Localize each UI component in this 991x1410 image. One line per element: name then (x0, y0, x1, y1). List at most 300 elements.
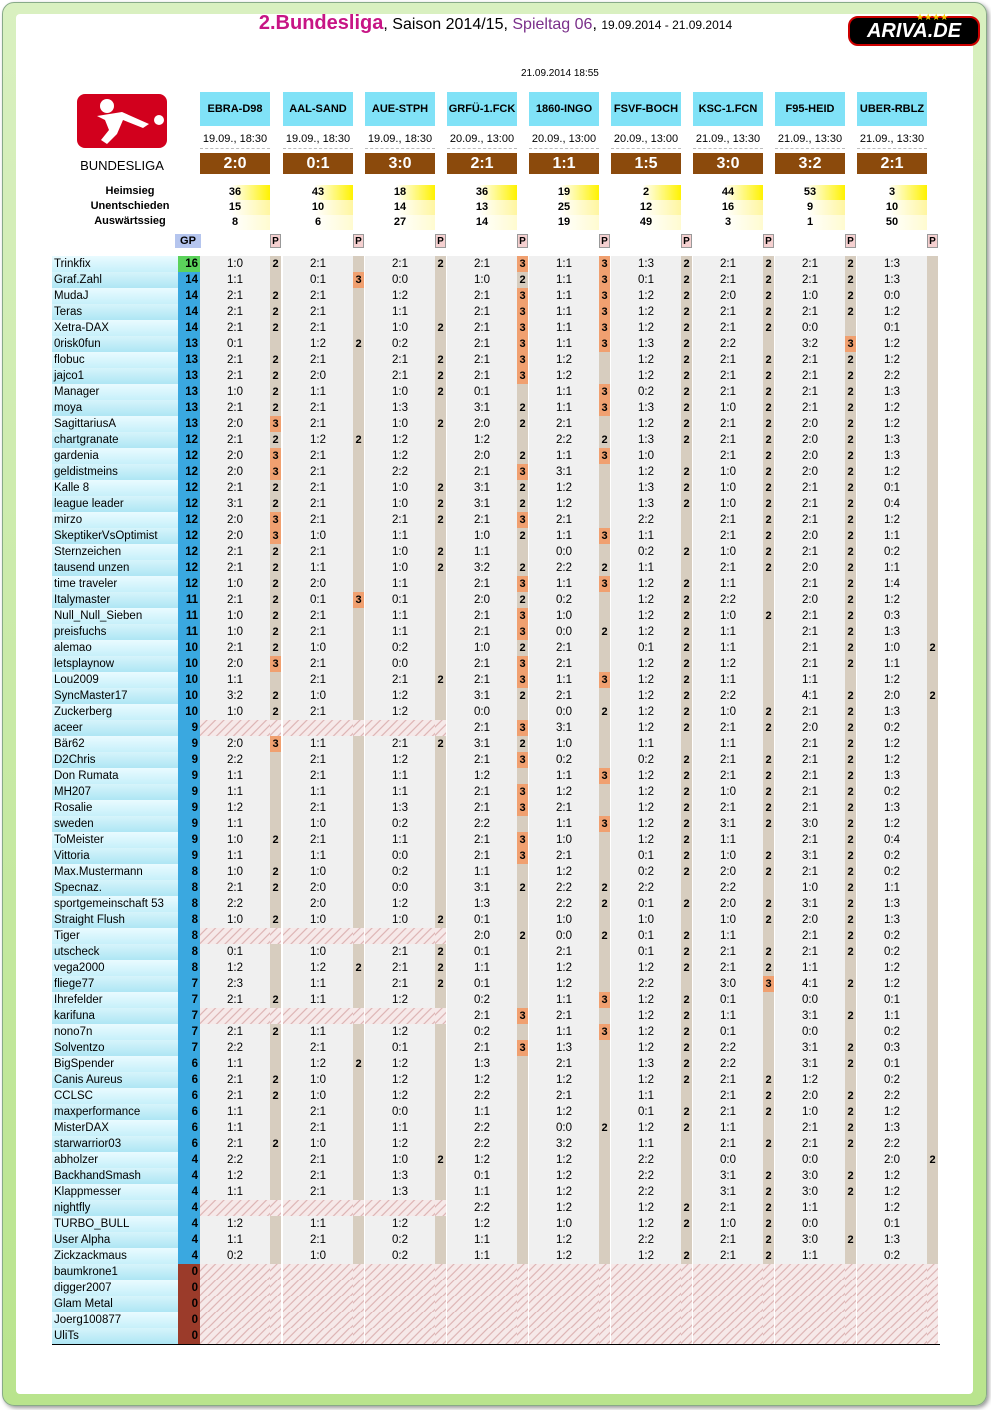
tip-cell: 2:1 (283, 1184, 353, 1200)
tip-points (763, 336, 774, 352)
tip-cell: 1:1 (857, 656, 927, 672)
tip-points: 2 (270, 1024, 281, 1040)
tip-cell: 2:1 (447, 368, 517, 384)
tip-points (927, 544, 938, 560)
tip-points: 2 (599, 624, 610, 640)
tip-cell: 2:1 (283, 448, 353, 464)
tip-cell: 1:1 (365, 608, 435, 624)
tip-cell: 2:1 (447, 656, 517, 672)
tip-points: 3 (270, 448, 281, 464)
tip-points (599, 512, 610, 528)
tip-cell: 1:1 (283, 784, 353, 800)
player-name: Max.Mustermann (52, 864, 178, 880)
tip-points: 3 (517, 304, 528, 320)
tip-cell: 0:2 (611, 752, 681, 768)
tip-cell (857, 1312, 927, 1328)
table-row (52, 640, 940, 656)
tip-cell: 0:1 (611, 1104, 681, 1120)
tip-cell: 3:1 (775, 1008, 845, 1024)
tip-cell: 2:1 (447, 464, 517, 480)
tip-cell: 1:0 (200, 864, 270, 880)
player-score: 4 (178, 1248, 200, 1264)
match-team: EBRA-D98 (200, 92, 270, 126)
tip-points: 2 (845, 624, 856, 640)
tip-cell: 2:1 (693, 1136, 763, 1152)
tip-points (599, 496, 610, 512)
tip-cell: 2:1 (365, 256, 435, 272)
table-row (52, 704, 940, 720)
tip-cell: 1:3 (857, 896, 927, 912)
tip-points (681, 1328, 692, 1344)
tip-cell: 1:1 (529, 576, 599, 592)
tip-cell: 1:2 (447, 1216, 517, 1232)
tip-cell: 2:1 (693, 768, 763, 784)
tip-points (353, 1168, 364, 1184)
tip-points (599, 416, 610, 432)
match-date: 21.09., 13:30 (775, 130, 845, 149)
tip-cell: 1:2 (611, 1216, 681, 1232)
tip-points (270, 1328, 281, 1344)
tip-points (353, 368, 364, 384)
tip-cell: 1:2 (857, 352, 927, 368)
tip-points: 2 (270, 992, 281, 1008)
tip-points: 2 (845, 1184, 856, 1200)
player-score: 7 (178, 976, 200, 992)
tip-cell (529, 1296, 599, 1312)
tip-points (353, 800, 364, 816)
tip-points (763, 1264, 774, 1280)
tip-cell: 1:2 (611, 656, 681, 672)
match-date: 19.09., 18:30 (200, 130, 270, 149)
stat-away: 27 (365, 215, 435, 230)
tip-cell: 1:3 (365, 1184, 435, 1200)
tip-cell: 1:1 (775, 1248, 845, 1264)
tip-points (681, 1184, 692, 1200)
tip-points (270, 1184, 281, 1200)
player-score: 12 (178, 496, 200, 512)
tip-points: 2 (763, 256, 774, 272)
tip-cell (200, 1200, 270, 1216)
tip-cell: 0:0 (775, 1024, 845, 1040)
player-score: 7 (178, 1024, 200, 1040)
tip-points: 2 (763, 512, 774, 528)
tip-cell: 1:0 (693, 704, 763, 720)
tip-cell: 1:2 (283, 336, 353, 352)
tip-points (353, 864, 364, 880)
tip-cell: 2:1 (775, 1120, 845, 1136)
tip-points: 2 (681, 272, 692, 288)
tip-cell: 2:1 (775, 704, 845, 720)
tip-cell: 2:0 (693, 288, 763, 304)
tip-points: 3 (845, 336, 856, 352)
tip-points (353, 672, 364, 688)
tip-cell: 1:1 (283, 736, 353, 752)
table-row (52, 1168, 940, 1184)
player-score: 8 (178, 912, 200, 928)
tip-points: 2 (599, 928, 610, 944)
tip-points (270, 1232, 281, 1248)
tip-points (435, 688, 446, 704)
player-score: 10 (178, 656, 200, 672)
player-score: 6 (178, 1104, 200, 1120)
tip-points (927, 256, 938, 272)
table-row (52, 272, 940, 288)
tip-cell: 0:2 (857, 944, 927, 960)
timestamp: 21.09.2014 18:55 (521, 68, 599, 79)
tip-points (353, 1248, 364, 1264)
tip-cell: 2:1 (693, 1200, 763, 1216)
tip-points: 3 (517, 848, 528, 864)
tip-points (517, 1200, 528, 1216)
tip-points: 2 (270, 624, 281, 640)
player-score: 10 (178, 640, 200, 656)
tip-points: 2 (845, 688, 856, 704)
tip-points: 2 (845, 480, 856, 496)
player-name: league leader (52, 496, 178, 512)
tip-cell: 2:1 (365, 512, 435, 528)
tip-points: 2 (845, 1104, 856, 1120)
tip-points: 2 (435, 496, 446, 512)
tip-cell: 0:1 (611, 848, 681, 864)
tip-cell: 0:1 (857, 480, 927, 496)
tip-cell: 1:1 (775, 960, 845, 976)
tip-cell: 3:0 (775, 1232, 845, 1248)
tip-points: 2 (845, 528, 856, 544)
tip-cell: 2:1 (693, 560, 763, 576)
tip-cell: 2:1 (283, 1152, 353, 1168)
tip-cell (200, 1008, 270, 1024)
tip-cell: 1:2 (447, 768, 517, 784)
points-header: P (353, 234, 364, 248)
tip-cell: 3:1 (447, 480, 517, 496)
tip-cell: 1:2 (529, 1200, 599, 1216)
match-team: GRFÜ-1.FCK (447, 92, 517, 126)
tip-points (599, 944, 610, 960)
player-score: 12 (178, 448, 200, 464)
tip-points (270, 1296, 281, 1312)
tip-points: 2 (270, 592, 281, 608)
tip-points: 3 (517, 800, 528, 816)
tip-cell: 1:2 (365, 752, 435, 768)
tip-cell: 1:2 (365, 896, 435, 912)
tip-cell: 1:0 (447, 528, 517, 544)
tip-cell: 1:0 (693, 496, 763, 512)
tip-cell: 1:2 (611, 672, 681, 688)
tip-points (927, 816, 938, 832)
tip-points: 2 (845, 976, 856, 992)
tip-cell: 1:1 (200, 1184, 270, 1200)
stat-away: 14 (447, 215, 517, 230)
tip-cell: 2:1 (775, 352, 845, 368)
tip-points: 2 (845, 576, 856, 592)
tip-cell: 1:2 (611, 800, 681, 816)
tip-cell (365, 1200, 435, 1216)
tip-cell: 1:0 (529, 832, 599, 848)
tip-points (681, 528, 692, 544)
tip-cell: 1:0 (283, 688, 353, 704)
tip-cell: 2:1 (200, 320, 270, 336)
tip-cell: 2:1 (200, 560, 270, 576)
gp-header: GP (175, 234, 201, 248)
tip-points (353, 1008, 364, 1024)
tip-points (517, 1056, 528, 1072)
tip-cell: 1:2 (775, 1072, 845, 1088)
table-row (52, 944, 940, 960)
player-name: Teras (52, 304, 178, 320)
tip-points: 3 (517, 368, 528, 384)
tip-points (517, 896, 528, 912)
table-row (52, 1312, 940, 1328)
tip-cell: 2:1 (775, 480, 845, 496)
tip-points: 2 (845, 256, 856, 272)
tip-cell: 2:1 (283, 464, 353, 480)
tip-points (353, 544, 364, 560)
tip-points (681, 736, 692, 752)
player-name: MisterDAX (52, 1120, 178, 1136)
logo-emblem (77, 94, 167, 148)
tip-cell (775, 1312, 845, 1328)
player-score: 7 (178, 992, 200, 1008)
tip-points: 2 (599, 560, 610, 576)
tip-points: 2 (681, 608, 692, 624)
tip-cell: 1:3 (857, 256, 927, 272)
tip-points (353, 976, 364, 992)
title-separator: , (383, 16, 388, 33)
tip-points: 2 (845, 912, 856, 928)
tip-points: 2 (845, 656, 856, 672)
tip-points (270, 800, 281, 816)
tip-cell (200, 928, 270, 944)
tip-cell: 2:1 (447, 320, 517, 336)
tip-points (353, 624, 364, 640)
tip-points (845, 1200, 856, 1216)
tip-cell: 1:3 (611, 400, 681, 416)
tip-cell: 0:0 (447, 704, 517, 720)
tip-points (599, 1008, 610, 1024)
tip-cell: 0:1 (447, 384, 517, 400)
tip-points (353, 496, 364, 512)
tip-points (270, 896, 281, 912)
points-header: P (435, 234, 446, 248)
player-score: 11 (178, 608, 200, 624)
player-score: 9 (178, 768, 200, 784)
player-score: 13 (178, 352, 200, 368)
tip-points: 3 (270, 656, 281, 672)
tip-points: 2 (435, 1152, 446, 1168)
tip-points (927, 368, 938, 384)
tip-cell: 1:3 (857, 1232, 927, 1248)
tip-cell: 1:0 (365, 496, 435, 512)
tip-cell: 2:1 (693, 720, 763, 736)
tip-points: 2 (845, 720, 856, 736)
tip-cell (611, 1328, 681, 1344)
tip-points: 2 (763, 304, 774, 320)
tip-points (270, 272, 281, 288)
tip-cell: 2:1 (447, 672, 517, 688)
match-result: 3:2 (775, 153, 845, 174)
tip-points (270, 720, 281, 736)
tip-points: 2 (763, 1168, 774, 1184)
tip-cell: 0:0 (529, 544, 599, 560)
tip-points: 2 (763, 272, 774, 288)
tip-cell: 1:0 (693, 544, 763, 560)
tip-cell: 1:2 (365, 992, 435, 1008)
tip-cell: 2:2 (693, 1040, 763, 1056)
player-name: BackhandSmash (52, 1168, 178, 1184)
tip-points (599, 976, 610, 992)
tip-points (517, 1168, 528, 1184)
tip-points (353, 1328, 364, 1344)
tip-cell: 2:1 (447, 1008, 517, 1024)
tip-points (435, 1216, 446, 1232)
tip-points: 3 (270, 736, 281, 752)
tip-cell (447, 1312, 517, 1328)
table-row (52, 960, 940, 976)
tip-points: 2 (681, 640, 692, 656)
tip-cell: 1:0 (200, 912, 270, 928)
tip-points (353, 256, 364, 272)
tip-points (599, 1280, 610, 1296)
tip-cell: 2:1 (693, 752, 763, 768)
tip-cell: 2:2 (529, 432, 599, 448)
tip-points (599, 1328, 610, 1344)
tip-points (763, 1328, 774, 1344)
tip-cell: 2:1 (283, 672, 353, 688)
player-score: 4 (178, 1200, 200, 1216)
tip-points: 2 (845, 1008, 856, 1024)
tip-cell: 2:1 (200, 640, 270, 656)
tip-points (927, 1008, 938, 1024)
tip-cell: 1:0 (283, 1088, 353, 1104)
tip-points: 2 (845, 704, 856, 720)
tip-cell: 1:1 (200, 1104, 270, 1120)
player-name: TURBO_BULL (52, 1216, 178, 1232)
points-header: P (517, 234, 528, 248)
tip-points: 3 (517, 1008, 528, 1024)
tip-cell: 2:1 (775, 400, 845, 416)
tip-cell (365, 928, 435, 944)
tip-points (270, 768, 281, 784)
tip-points (681, 1264, 692, 1280)
table-bottom-line (52, 1344, 940, 1345)
player-score: 4 (178, 1168, 200, 1184)
tip-points: 2 (270, 432, 281, 448)
tip-cell: 1:1 (529, 336, 599, 352)
tip-points (435, 464, 446, 480)
table-row (52, 400, 940, 416)
tip-cell: 2:2 (693, 336, 763, 352)
table-row (52, 1152, 940, 1168)
tip-points (517, 1072, 528, 1088)
tip-cell: 2:1 (529, 640, 599, 656)
tip-cell: 1:2 (857, 736, 927, 752)
tip-cell: 0:2 (447, 992, 517, 1008)
player-name: Joerg100877 (52, 1312, 178, 1328)
tip-points: 2 (763, 864, 774, 880)
tip-cell (447, 1264, 517, 1280)
tip-cell: 2:2 (447, 1088, 517, 1104)
tip-points (599, 368, 610, 384)
tip-points: 3 (270, 512, 281, 528)
tip-cell: 2:1 (775, 384, 845, 400)
tip-points (927, 768, 938, 784)
tip-cell: 0:0 (857, 288, 927, 304)
tip-cell: 0:1 (611, 640, 681, 656)
tip-points: 2 (845, 1088, 856, 1104)
tip-cell: 1:1 (447, 1104, 517, 1120)
tip-cell: 1:1 (447, 1232, 517, 1248)
stat-away: 6 (283, 215, 353, 230)
tip-cell: 0:0 (365, 848, 435, 864)
table-row (52, 496, 940, 512)
table-row (52, 1136, 940, 1152)
tip-cell: 1:3 (857, 768, 927, 784)
tip-points (599, 912, 610, 928)
tip-cell: 3:1 (693, 816, 763, 832)
tip-cell (693, 1328, 763, 1344)
tip-cell: 1:3 (857, 448, 927, 464)
tip-points (353, 752, 364, 768)
player-name: Solventzo (52, 1040, 178, 1056)
tip-points: 2 (763, 720, 774, 736)
tip-points (270, 1200, 281, 1216)
tip-cell (693, 1280, 763, 1296)
tip-cell: 2:1 (447, 608, 517, 624)
tip-cell: 1:0 (611, 912, 681, 928)
tip-cell: 1:1 (611, 736, 681, 752)
player-name: karifuna (52, 1008, 178, 1024)
tip-points (927, 832, 938, 848)
tip-cell (200, 1280, 270, 1296)
tip-cell: 2:0 (200, 416, 270, 432)
tip-points (599, 656, 610, 672)
tip-cell: 1:0 (283, 1136, 353, 1152)
tip-cell: 2:1 (447, 848, 517, 864)
tip-cell: 2:2 (693, 688, 763, 704)
tip-points: 2 (845, 1136, 856, 1152)
tip-cell: 2:1 (775, 944, 845, 960)
tip-points: 2 (435, 976, 446, 992)
tip-points (845, 320, 856, 336)
tip-cell: 2:1 (529, 656, 599, 672)
tip-points: 2 (763, 896, 774, 912)
tip-cell: 1:1 (693, 624, 763, 640)
tip-points (599, 1232, 610, 1248)
tip-cell: 0:0 (365, 880, 435, 896)
tip-points (599, 960, 610, 976)
tip-points: 2 (270, 560, 281, 576)
tip-points (435, 656, 446, 672)
tip-points: 3 (599, 576, 610, 592)
tip-points (435, 1312, 446, 1328)
tip-cell: 0:1 (283, 272, 353, 288)
tip-cell: 1:2 (365, 688, 435, 704)
tip-points (517, 960, 528, 976)
tip-cell: 1:1 (693, 928, 763, 944)
tip-cell: 1:2 (857, 816, 927, 832)
tip-points (435, 1008, 446, 1024)
tip-points (927, 720, 938, 736)
tip-points: 2 (681, 832, 692, 848)
tip-cell: 1:2 (857, 400, 927, 416)
player-name: abholzer (52, 1152, 178, 1168)
tip-points (435, 784, 446, 800)
tip-cell: 3:1 (775, 848, 845, 864)
tip-cell: 1:2 (529, 496, 599, 512)
tip-cell: 2:2 (857, 1088, 927, 1104)
tip-points: 2 (681, 368, 692, 384)
tip-points: 2 (599, 432, 610, 448)
